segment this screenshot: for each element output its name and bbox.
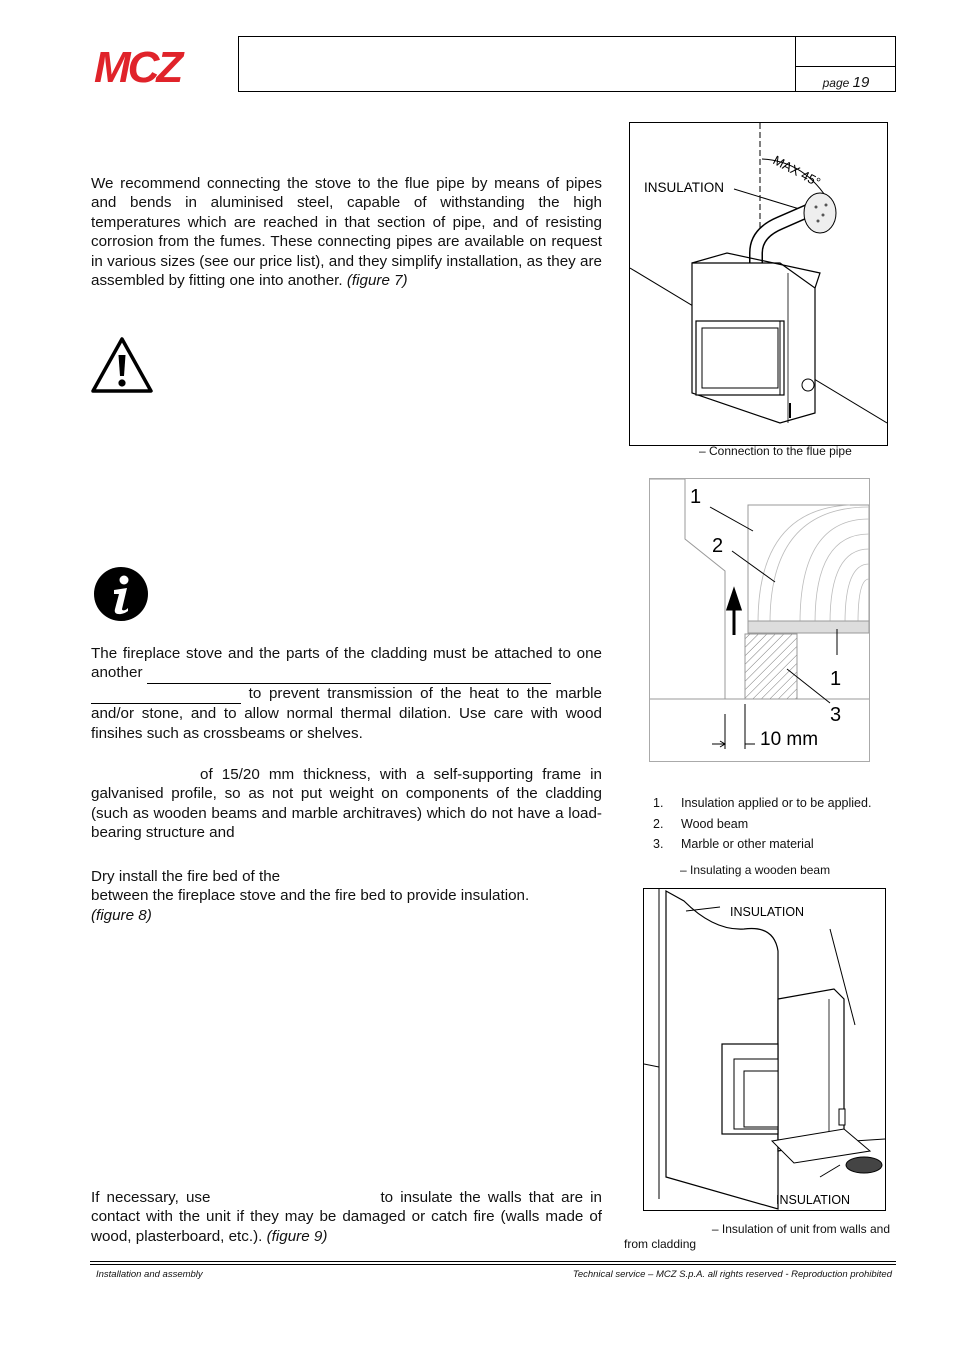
footer-right: Technical service – MCZ S.p.A. all rights reserved - Reproduction prohibited (572, 1269, 892, 1280)
legend-item: 2. Wood beam (653, 816, 749, 831)
legend-item: 3. Marble or other material (653, 837, 814, 851)
paragraph-fire-bed: Dry install the fire bed of the between the fireplace stove and the fire bed to provide insulation. (figure 8) (91, 868, 530, 924)
header-divider (795, 36, 796, 92)
figure-8-caption: – Insulating a wooden beam (680, 863, 831, 877)
figure-8-callout-3: 3 (830, 704, 842, 726)
header-box (238, 36, 896, 92)
warning-icon (90, 336, 154, 394)
figure-9-wall-insulation (643, 888, 886, 1211)
figure-7-flue-connection (629, 122, 888, 446)
figure-9-drawing (644, 889, 885, 1210)
paragraph-frame: of 15/20 mm thickness, with a self-supporting frame in galvanised profile, so as not put weight on components of the cladding (such as wooden beams and marble architraves) which do not have a load-bearing structure and (91, 766, 602, 842)
figure-7-angle-label: MAX 45° (770, 152, 824, 190)
logo-text: MCZ (94, 44, 181, 86)
paragraph-wall-insulation: If necessary, use to insulate the walls that are in contact with the unit if they may be damaged or catch fire (walls made of wood, plasterboard, etc.). (figure 9) (91, 1189, 602, 1245)
paragraph-flue-connection: We recommend connecting the stove to the flue pipe by means of pipes and bends in aluminised steel, capable of withstanding the high temperatures which are reached in that section of pipe, and of resisting corrosion from the fumes. These connecting pipes are available on request in various sizes (see our price list), and they simplify installation, as they are assembled by fitting one into another. (figure 7) (91, 175, 602, 290)
figure-8-callout-1b: 1 (830, 668, 842, 690)
footer-rule (90, 1261, 896, 1262)
figure-8-callout-2: 2 (712, 535, 724, 557)
figure-7-caption: – Connection to the flue pipe (699, 444, 852, 458)
footer-rule-2 (90, 1264, 896, 1265)
figure-8-drawing (650, 479, 869, 761)
figure-7-drawing (630, 123, 887, 445)
figure-8-legend (653, 793, 871, 855)
mcz-logo (92, 44, 232, 86)
paragraph-cladding-attachment: The fireplace stove and the parts of the cladding must be attached to one another to prevent transmission of the heat to the marble and/or stone, and to allow normal thermal dilation. Use care with wood finsihes such as crossbeams or shelves. (91, 645, 602, 742)
figure-9-insulation-label-bottom: INSULATION (776, 1193, 851, 1207)
figure-8-dimension: 10 mm (760, 729, 819, 750)
figure-8-callout-1: 1 (690, 486, 702, 508)
footer-left: Installation and assembly (96, 1269, 203, 1280)
header-cell-divider (795, 66, 896, 67)
figure-9-caption: – Insulation of unit from walls and from cladding (624, 1222, 890, 1251)
legend-item: 1. Insulation applied or to be applied. (653, 796, 872, 810)
figure-8-wooden-beam (649, 478, 870, 762)
figure-7-insulation-label: INSULATION (644, 180, 725, 195)
info-icon (92, 565, 150, 623)
figure-9-insulation-label-top: INSULATION (730, 905, 805, 919)
page-number: page 19 (822, 74, 870, 91)
